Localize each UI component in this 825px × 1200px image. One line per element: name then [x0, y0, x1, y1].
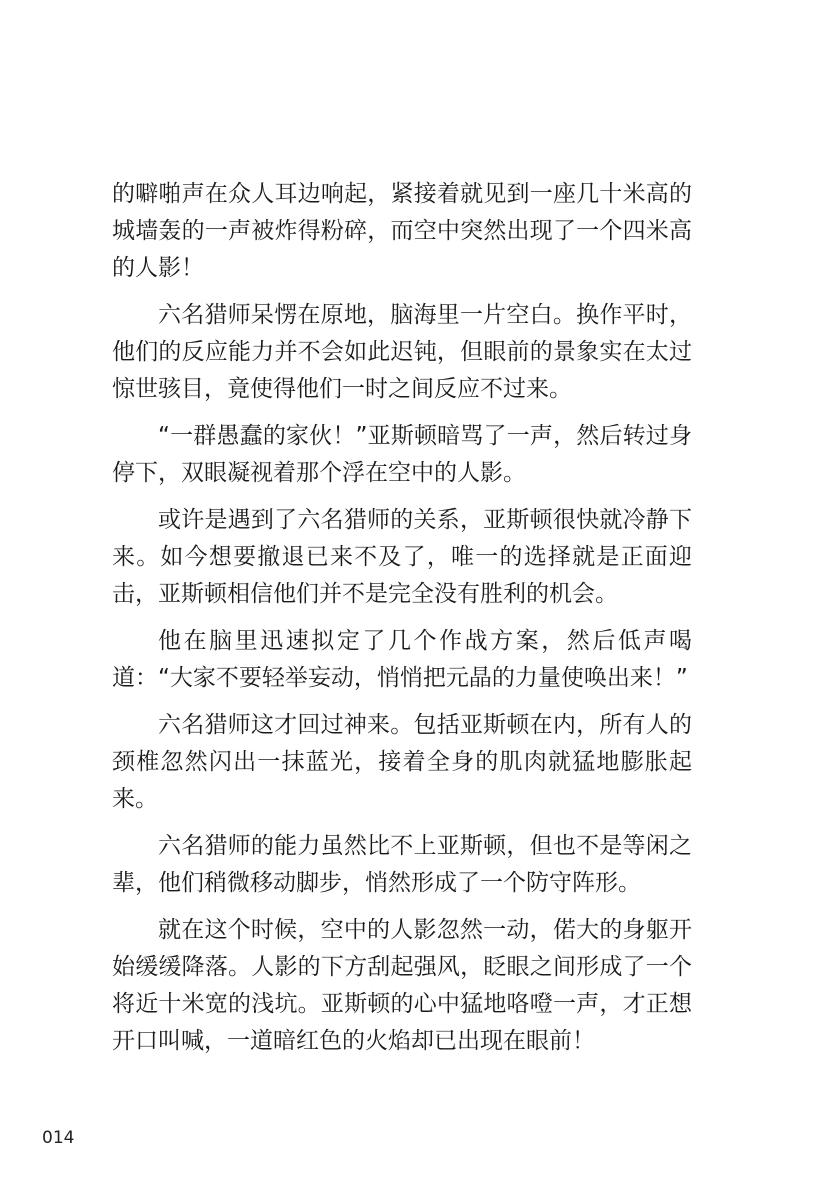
paragraph: 六名猎师这才回过神来。包括亚斯顿在内，所有人的颈椎忽然闪出一抹蓝光，接着全身的肌肉就猛地膨胀起来。 [112, 712, 692, 812]
paragraph-continued: 的噼啪声在众人耳边响起，紧接着就见到一座几十米高的城墙轰的一声被炸得粉碎，而空中突然出现了一个四米高的人影！ [112, 181, 692, 281]
paragraph: 六名猎师呆愣在原地，脑海里一片空白。换作平时，他们的反应能力并不会如此迟钝，但眼前的景象实在太过惊世骇目，竟使得他们一时之间反应不过来。 [112, 302, 692, 402]
page-number: 014 [42, 1128, 75, 1148]
paragraph: “一群愚蠢的家伙！”亚斯顿暗骂了一声，然后转过身停下，双眼凝视着那个浮在空中的人影。 [112, 423, 692, 486]
paragraph: 或许是遇到了六名猎师的关系，亚斯顿很快就冷静下来。如今想要撤退已来不及了，唯一的选择就是正面迎击，亚斯顿相信他们并不是完全没有胜利的机会。 [112, 507, 692, 607]
paragraph: 就在这个时候，空中的人影忽然一动，偌大的身躯开始缓缓降落。人影的下方刮起强风，眨眼之间形成了一个将近十米宽的浅坑。亚斯顿的心中猛地咯噔一声，才正想开口叫喊，一道暗红色的火焰却已出现在眼前！ [112, 917, 692, 1054]
paragraph: 六名猎师的能力虽然比不上亚斯顿，但也不是等闲之辈，他们稍微移动脚步，悄然形成了一个防守阵形。 [112, 833, 692, 896]
paragraph: 他在脑里迅速拟定了几个作战方案，然后低声喝道：“大家不要轻举妄动，悄悄把元晶的力量使唤出来！” [112, 628, 692, 691]
body-text [112, 176, 692, 1070]
